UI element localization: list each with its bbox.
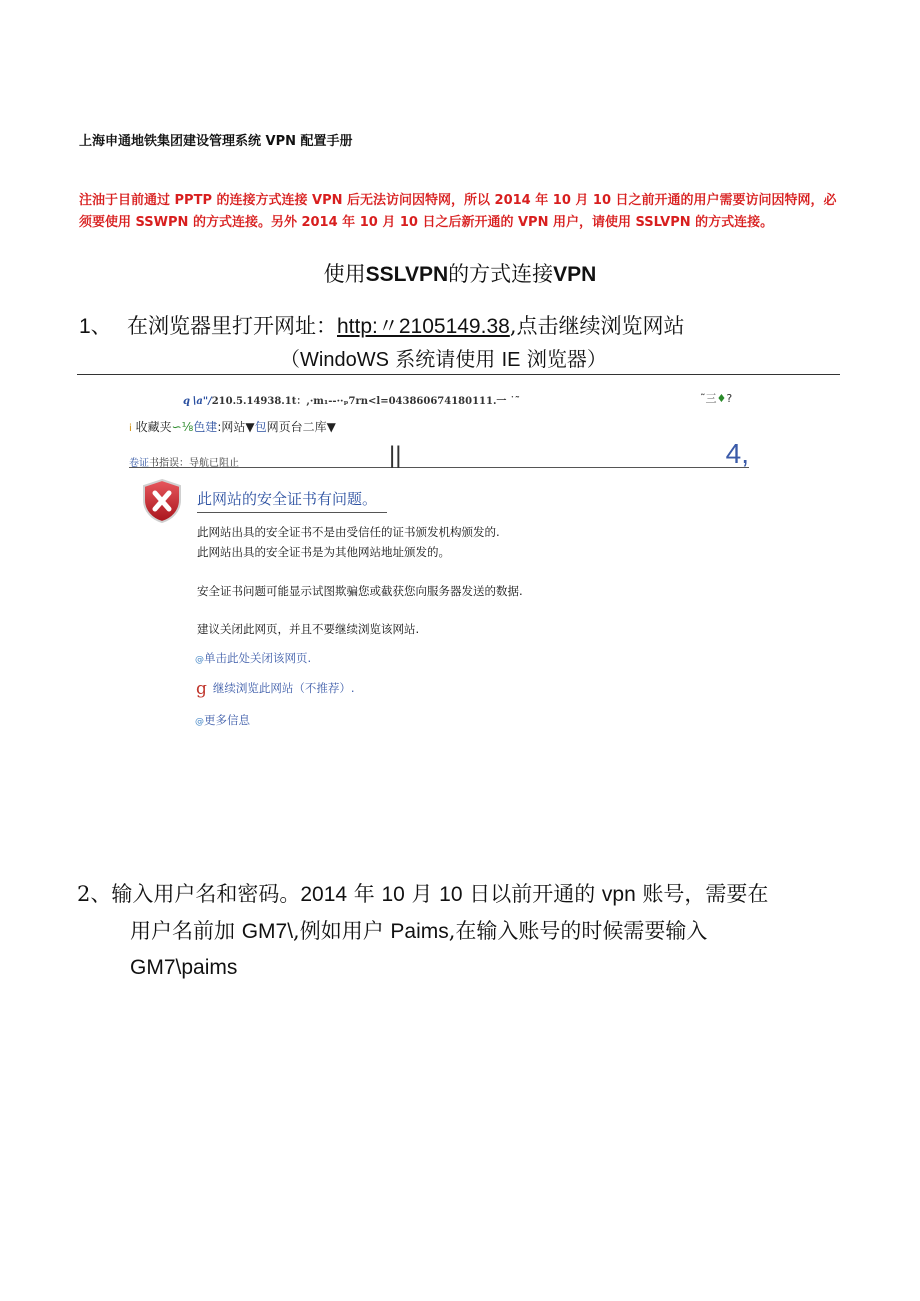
step2-text: 年 <box>347 882 382 906</box>
close-page-icon: @ <box>195 655 204 665</box>
toolbar-home-icon[interactable]: 4, <box>725 438 749 469</box>
step1-note <box>280 343 609 375</box>
step1-number: 1、 <box>79 315 112 338</box>
address-bar[interactable] <box>183 392 520 407</box>
continue-shield-icon: g <box>196 679 207 699</box>
heading-part: 的方式连接 <box>448 262 554 286</box>
security-shield-icon <box>141 478 183 524</box>
step2-text: 2、输入用户名和密码。 <box>77 882 301 906</box>
suggest-icon: ∽⅛ <box>171 420 194 434</box>
browser-tab-bar <box>129 438 749 469</box>
notice-text: 注油于目前通过 PPTP 的连接方式连接 VPN 后无法访问因特网，所以 2014 年 10 月 10 日之前开通的用户需要访问因特网，必须要使用 SSWPN 的方式连接。另外 2014 年 10 月 10 日之后新开通的 VPN 用户，请使用 SSLVPN 的方式连接。 <box>79 193 837 230</box>
address-text: 210.5.14938.1t：,·m₁--··ₚ7rn<l=043860674180111.一 ˙˜ <box>211 396 520 407</box>
step2-text: ,例如用户 <box>293 919 391 943</box>
step2-text: 用户名前加 <box>130 919 242 943</box>
heading-part: 使用 <box>323 262 366 286</box>
more-info-icon: @ <box>195 717 204 727</box>
step2-text: ,在输入账号的时候需要输入 <box>448 919 708 943</box>
heading-vpn: VPN <box>553 263 597 286</box>
address-help-icon[interactable]: ? <box>726 392 733 405</box>
heading-sslvpn: SSLVPN <box>365 263 449 286</box>
step2-vpn: vpn <box>601 883 636 906</box>
suggested-sites-link[interactable]: 色建 <box>193 420 218 434</box>
step2-text: 日以前开通的 <box>462 882 602 906</box>
close-page-label: 单击此处关闭该网页. <box>204 651 312 665</box>
tab-separator: || <box>389 442 402 469</box>
step2-text: 账号，需要在 <box>635 882 769 906</box>
note-open: （ <box>280 347 300 371</box>
step1-url-link[interactable]: http:〃2105149.38 <box>337 315 510 338</box>
step2-text: 月 <box>404 882 440 906</box>
note-ie: IE <box>501 349 521 371</box>
note-text: 系统请使用 <box>388 347 502 371</box>
divider <box>77 374 840 375</box>
step2-paragraph <box>77 876 837 986</box>
error-title: 此网站的安全证书有问题。 <box>197 488 387 513</box>
step2-line-1 <box>77 882 768 906</box>
address-prefix: q∖a"/ <box>183 396 212 407</box>
step2-year: 2014 <box>300 883 348 906</box>
continue-label: 继续浏览此网站（不推荐）. <box>212 681 355 695</box>
step2-day: 10 <box>439 883 463 906</box>
web-gallery-link[interactable]: 网页台二库▼ <box>266 420 336 434</box>
more-info-label: 更多信息 <box>204 713 250 727</box>
step2-month: 10 <box>381 883 405 906</box>
address-bar-controls <box>700 390 732 406</box>
step2-example-user: Paims <box>390 920 449 943</box>
browser-tab[interactable] <box>129 454 239 469</box>
section-heading <box>0 258 920 288</box>
step1-text-post: ,点击继续浏览网站 <box>509 314 685 338</box>
favorites-bar <box>129 418 336 435</box>
note-windows: WindoWS <box>300 349 389 371</box>
web-slice-gallery[interactable]: :网站▼ <box>217 420 255 434</box>
favorites-star-icon: i <box>129 423 132 434</box>
gallery-icon: 包 <box>254 420 267 434</box>
more-info-link[interactable] <box>195 712 250 728</box>
step2-prefix: GM7\ <box>241 920 294 943</box>
certificate-icon: 卷证 <box>129 458 149 469</box>
note-close: 浏览器） <box>520 347 607 371</box>
error-line-2: 此网站出具的安全证书是为其他网站地址颁发的。 <box>197 545 450 559</box>
step2-line-3: GM7\paims <box>130 956 238 979</box>
address-status-icon: ♦ <box>716 392 727 405</box>
close-page-link[interactable] <box>195 650 311 666</box>
document-title: 上海申通地铁集团建设管理系统 VPN 配置手册 <box>79 134 353 149</box>
continue-to-site-link[interactable] <box>196 679 355 699</box>
error-line-1: 此网站出具的安全证书不是由受信任的证书颁发机构颁发的. <box>197 525 500 539</box>
error-line-3: 安全证书问题可能显示试图欺骗您或截获您向服务器发送的数据. <box>197 584 523 598</box>
error-line-4: 建议关闭此网页，并且不要继续浏览该网站. <box>197 622 420 636</box>
tab-title: 书指误：导航已阻止 <box>149 458 239 469</box>
address-menu-icon[interactable]: ˜三 <box>700 392 717 405</box>
favorites-button[interactable]: 收藏夹 <box>131 420 172 434</box>
step1-line <box>79 310 685 340</box>
step2-line-2 <box>77 913 837 950</box>
step1-text: 在浏览器里打开网址： <box>127 314 337 338</box>
